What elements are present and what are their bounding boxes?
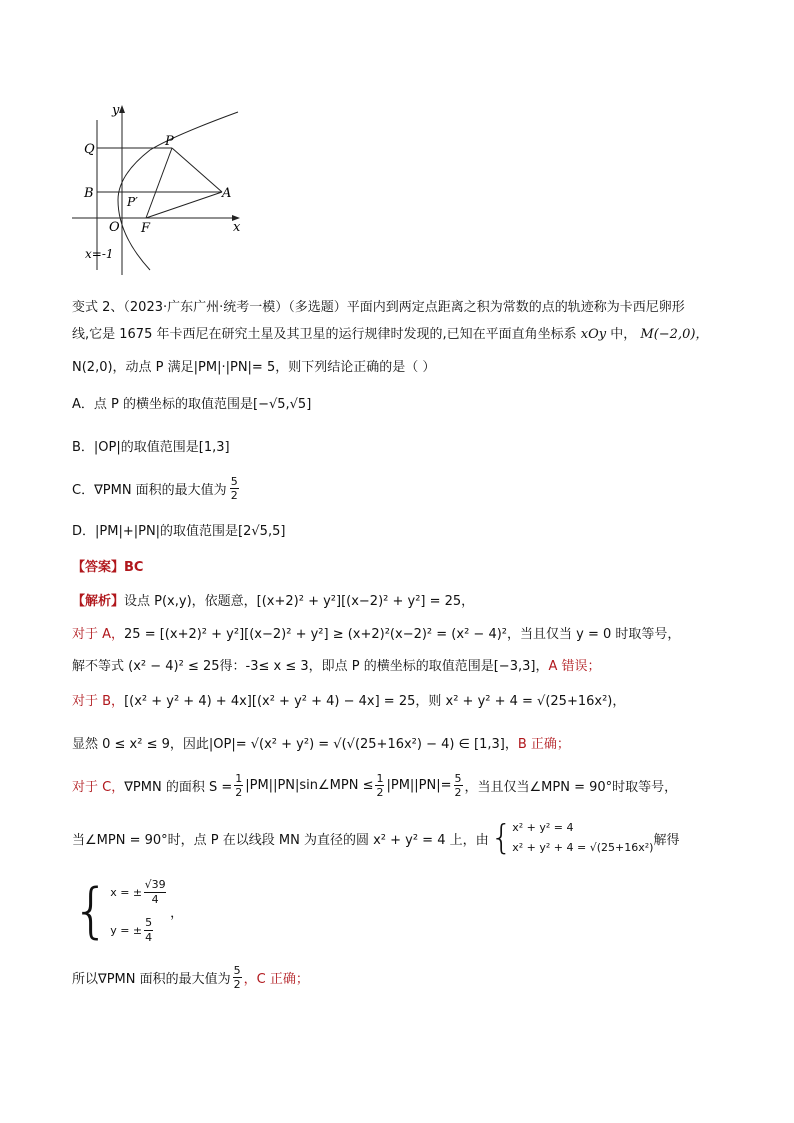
option-A: A．点 P 的横坐标的取值范围是[−√5,√5] bbox=[72, 397, 312, 412]
solution-text-5: 显然 0 ≤ x² ≤ 9，因此|OP|= √(x² + y²) = √(√(25+16x²) − 4) ∈ [1,3]， bbox=[72, 737, 518, 752]
max-area-fraction bbox=[233, 964, 242, 991]
x-solution bbox=[110, 873, 166, 911]
solution-label: 【解析】 bbox=[72, 594, 125, 609]
fraction-denominator: 2 bbox=[376, 785, 384, 799]
left-brace: { bbox=[490, 818, 513, 858]
solution-text-6a: ∇PMN 的面积 S = bbox=[124, 779, 233, 795]
solution-line-5 bbox=[72, 733, 570, 752]
solution-text-9a: 所以∇PMN 面积的最大值为 bbox=[72, 971, 231, 987]
solution-line-3 bbox=[72, 655, 600, 674]
case-B-label: 对于 B， bbox=[72, 694, 125, 709]
problem-line-3: N(2,0)，动点 P 满足|PM|·|PN|= 5，则下列结论正确的是（ ） bbox=[72, 360, 436, 375]
half-fraction-1 bbox=[234, 772, 243, 799]
solution-line-4 bbox=[72, 690, 625, 709]
fraction-numerator: 5 bbox=[233, 963, 241, 977]
label-Pprime: P′ bbox=[127, 195, 138, 209]
fraction-denominator: 2 bbox=[235, 785, 243, 799]
problem-line-1: 变式 2、（2023·广东广州·统考一模）（多选题）平面内到两定点距离之积为常数的点的轨迹称为卡西尼卵形 bbox=[72, 300, 685, 315]
fraction-denominator: 4 bbox=[151, 892, 159, 906]
option-C-text: C．∇PMN 面积的最大值为 bbox=[72, 482, 227, 498]
fraction-numerator: √39 bbox=[144, 877, 166, 891]
solution-line-7 bbox=[72, 816, 679, 860]
verdict-B: B 正确； bbox=[517, 737, 570, 752]
fraction-numerator: 5 bbox=[230, 474, 238, 488]
solution-text-7a: 当∠MPN = 90°时，点 P 在以线段 MN 为直径的圆 x² + y² = 4 上，由 bbox=[72, 832, 489, 848]
line-PF bbox=[146, 148, 172, 218]
line-PA bbox=[172, 148, 222, 192]
fraction-numerator: 5 bbox=[454, 771, 462, 785]
label-Q: Q bbox=[84, 142, 95, 157]
fraction-denominator: 2 bbox=[233, 977, 241, 991]
answer-label: 【答案】 bbox=[72, 560, 125, 575]
half-fraction-2 bbox=[375, 772, 384, 799]
label-F: F bbox=[141, 221, 151, 236]
solution-text-1: 设点 P(x,y)，依题意，[(x+2)² + y²][(x−2)² + y²] = 25， bbox=[124, 594, 475, 609]
fraction-denominator: 2 bbox=[454, 785, 462, 799]
fraction-numerator: 1 bbox=[376, 771, 384, 785]
solution-text-3: 解不等式 (x² − 4)² ≤ 25得：-3≤ x ≤ 3，即点 P 的横坐标的取值范围是[−3,3]， bbox=[72, 659, 549, 674]
y-solution-prefix: y = ± bbox=[110, 923, 143, 937]
solution-text-7b: 解得 bbox=[653, 832, 680, 848]
fraction-denominator: 4 bbox=[145, 930, 153, 944]
fraction-numerator: 5 bbox=[145, 915, 153, 929]
y-axis-arrow bbox=[119, 105, 125, 113]
verdict-A: A 错误； bbox=[548, 659, 601, 674]
label-O: O bbox=[109, 220, 120, 235]
solution-line-6 bbox=[72, 766, 677, 804]
solution-line-2 bbox=[72, 623, 680, 642]
solution-text-6b: |PM||PN|sin∠MPN ≤ bbox=[245, 777, 374, 793]
label-P: P bbox=[165, 134, 174, 149]
line-FA bbox=[146, 192, 222, 218]
problem-line-2-mid: 中， bbox=[610, 327, 637, 342]
label-y: y bbox=[112, 103, 120, 118]
x-fraction bbox=[144, 878, 166, 907]
solution-text-2: 25 = [(x+2)² + y²][(x−2)² + y²] ≥ (x+2)²(x−2)² = (x² − 4)²，当且仅当 y = 0 时取等号， bbox=[124, 627, 681, 642]
five-halves-fraction bbox=[454, 772, 463, 799]
label-A: A bbox=[222, 186, 232, 201]
system-equation-1: x² + y² = 4 bbox=[512, 821, 574, 834]
fraction-denominator: 2 bbox=[230, 488, 238, 502]
solution-line-8 bbox=[72, 872, 183, 950]
point-M: M(−2,0)， bbox=[640, 327, 709, 342]
system-equation-2: x² + y² + 4 = √(25+16x²) bbox=[512, 841, 654, 854]
y-solution bbox=[110, 911, 166, 949]
problem-line-2 bbox=[72, 323, 708, 342]
coord-system: xOy bbox=[580, 327, 607, 342]
option-D: D．|PM|+|PN|的取值范围是[2√5,5] bbox=[72, 524, 286, 539]
system-rows bbox=[512, 818, 653, 858]
solution-text-4: [(x² + y² + 4) + 4x][(x² + y² + 4) − 4x] = 25，则 x² + y² + 4 = √(25+16x²)， bbox=[124, 694, 626, 709]
solution-comma: ， bbox=[170, 905, 184, 921]
fraction-numerator: 1 bbox=[235, 771, 243, 785]
answer-value: BC bbox=[124, 560, 144, 575]
label-B: B bbox=[84, 186, 94, 201]
y-fraction bbox=[144, 916, 153, 945]
equation-system bbox=[491, 818, 654, 858]
option-B: B．|OP|的取值范围是[1,3] bbox=[72, 440, 230, 455]
solution-text-6d: ，当且仅当∠MPN = 90°时取等号， bbox=[464, 779, 678, 795]
case-A-label: 对于 A， bbox=[72, 627, 125, 642]
answer-line bbox=[72, 556, 143, 575]
parabola-curve bbox=[118, 112, 238, 270]
solution-text-6c: |PM||PN|= bbox=[386, 777, 452, 793]
solution-rows bbox=[110, 873, 166, 949]
label-x: x bbox=[233, 220, 241, 235]
option-C-fraction bbox=[230, 475, 239, 502]
left-brace: { bbox=[72, 876, 111, 946]
solution-line-9 bbox=[72, 958, 309, 996]
case-C-label: 对于 C， bbox=[72, 779, 125, 795]
label-x-eq: x=-1 bbox=[85, 247, 114, 261]
verdict-C: ，C 正确； bbox=[243, 971, 309, 987]
problem-line-2-text: 线,它是 1675 年卡西尼在研究土星及其卫星的运行规律时发现的,已知在平面直角坐标系 bbox=[72, 327, 577, 342]
parabola-figure bbox=[70, 100, 255, 280]
solution-line-1 bbox=[72, 590, 474, 609]
option-C bbox=[72, 470, 239, 506]
x-solution-prefix: x = ± bbox=[110, 885, 143, 899]
